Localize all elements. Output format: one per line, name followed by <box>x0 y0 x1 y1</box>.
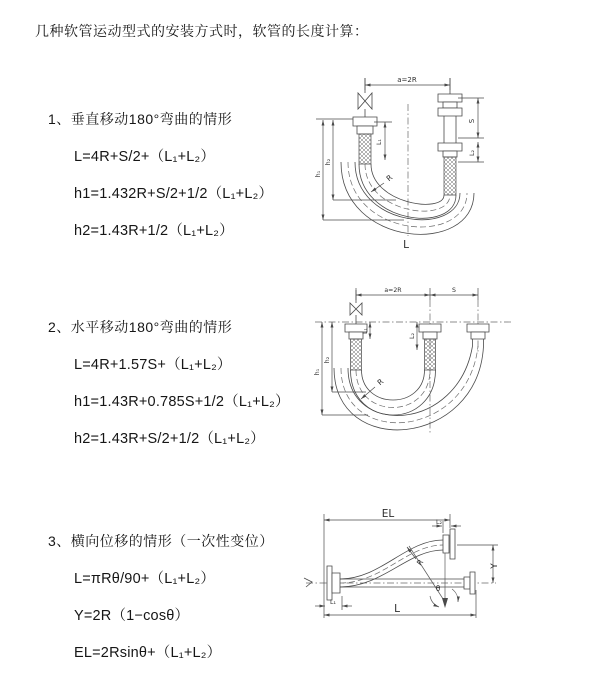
dim-label-r: R <box>414 557 426 568</box>
hose-wall <box>340 540 443 579</box>
flange-fitting <box>467 324 489 332</box>
flange-fitting <box>443 151 457 157</box>
hose-braid <box>351 339 362 370</box>
dim-label-l2: L₂ <box>409 333 416 339</box>
valve-icon <box>350 303 362 315</box>
dim-label-theta: θ <box>435 584 441 593</box>
page-title: 几种软管运动型式的安装方式时，软管的长度计算： <box>35 23 369 39</box>
flange-fitting <box>470 572 475 594</box>
section-lateral-displacement <box>48 522 274 670</box>
valve-icon <box>358 93 372 109</box>
dim-label-l2: L₂ <box>469 150 476 156</box>
radius-line <box>409 546 445 602</box>
flange-fitting <box>357 126 373 134</box>
dim-label-l1: L₁ <box>330 599 336 606</box>
hose-braid <box>425 339 436 370</box>
dim-label-s: S <box>452 287 456 294</box>
section-heading: 1、垂直移动180°弯曲的情形 <box>48 110 233 127</box>
section-heading: 2、水平移动180°弯曲的情形 <box>48 318 233 335</box>
dim-label-el: EL <box>381 508 395 520</box>
diagram-lateral-displacement <box>296 498 600 675</box>
dim-label-a2r: a=2R <box>397 76 417 84</box>
formula-line: L=4R+S/2+（L₁+L₂） <box>74 149 216 165</box>
dim-label-h1: h₁ <box>314 368 321 376</box>
flange-fitting <box>423 332 437 339</box>
dim-label-r: R <box>384 172 395 184</box>
flange-fitting <box>443 535 449 553</box>
hose-braid <box>359 134 371 164</box>
dim-label-l: L <box>403 239 409 251</box>
flange-fitting <box>349 332 363 339</box>
flange-fitting <box>332 573 340 593</box>
hose-braid <box>444 157 456 195</box>
hose-wall <box>362 370 425 400</box>
dim-label-h1: h₁ <box>315 170 322 178</box>
dim-label-h2: h₂ <box>324 356 331 364</box>
dim-label-l2: L₂ <box>436 519 442 526</box>
hose-centerline <box>356 370 430 408</box>
formula-line: EL=2Rsinθ+（L₁+L₂） <box>74 645 222 661</box>
dim-label-h2: h₂ <box>325 158 332 166</box>
dim-label-l: L <box>394 603 400 615</box>
flange-fitting <box>471 332 485 339</box>
flange-fitting <box>327 566 332 600</box>
hose-wall <box>359 164 456 218</box>
section-heading: 3、横向位移的情形（一次性变位） <box>48 532 274 549</box>
hose-wall <box>348 346 473 416</box>
section-horizontal-180 <box>48 308 290 456</box>
diagram-horizontal-180 <box>308 282 600 462</box>
flange-fitting <box>450 529 455 559</box>
flange-fitting <box>438 108 462 116</box>
formula-line: Y=2R（1−cosθ） <box>74 608 190 624</box>
dim-label-l1: L₁ <box>362 328 369 334</box>
dim-label-r: R <box>375 376 386 388</box>
flange-fitting <box>438 143 462 151</box>
section-vertical-180 <box>48 100 273 248</box>
formula-line: h2=1.43R+1/2（L₁+L₂） <box>74 223 234 239</box>
formula-line: L=4R+1.57S+（L₁+L₂） <box>74 357 232 373</box>
formula-line: h1=1.43R+0.785S+1/2（L₁+L₂） <box>74 394 290 410</box>
break-mark <box>304 578 312 587</box>
dim-label-l1: L₁ <box>376 139 383 145</box>
flange-fitting <box>353 117 377 126</box>
vertex-marker <box>442 598 448 608</box>
flange-fitting <box>443 102 457 108</box>
angle-arc <box>430 596 439 607</box>
hose-wall <box>340 550 443 587</box>
formula-line: L=πRθ/90+（L₁+L₂） <box>74 571 216 587</box>
radius-arrow <box>371 183 384 192</box>
dim-label-s: S <box>468 118 476 124</box>
dim-label-a2r: a=2R <box>384 287 402 294</box>
hose-wall <box>351 370 436 415</box>
flange-fitting <box>464 577 470 589</box>
formula-line: h1=1.432R+S/2+1/2（L₁+L₂） <box>74 186 274 202</box>
diagram-vertical-180 <box>308 66 600 262</box>
formula-line: h2=1.43R+S/2+1/2（L₁+L₂） <box>74 431 265 447</box>
flange-fitting <box>419 324 441 332</box>
dim-label-y: Y <box>490 563 500 569</box>
angle-arc <box>452 589 458 602</box>
